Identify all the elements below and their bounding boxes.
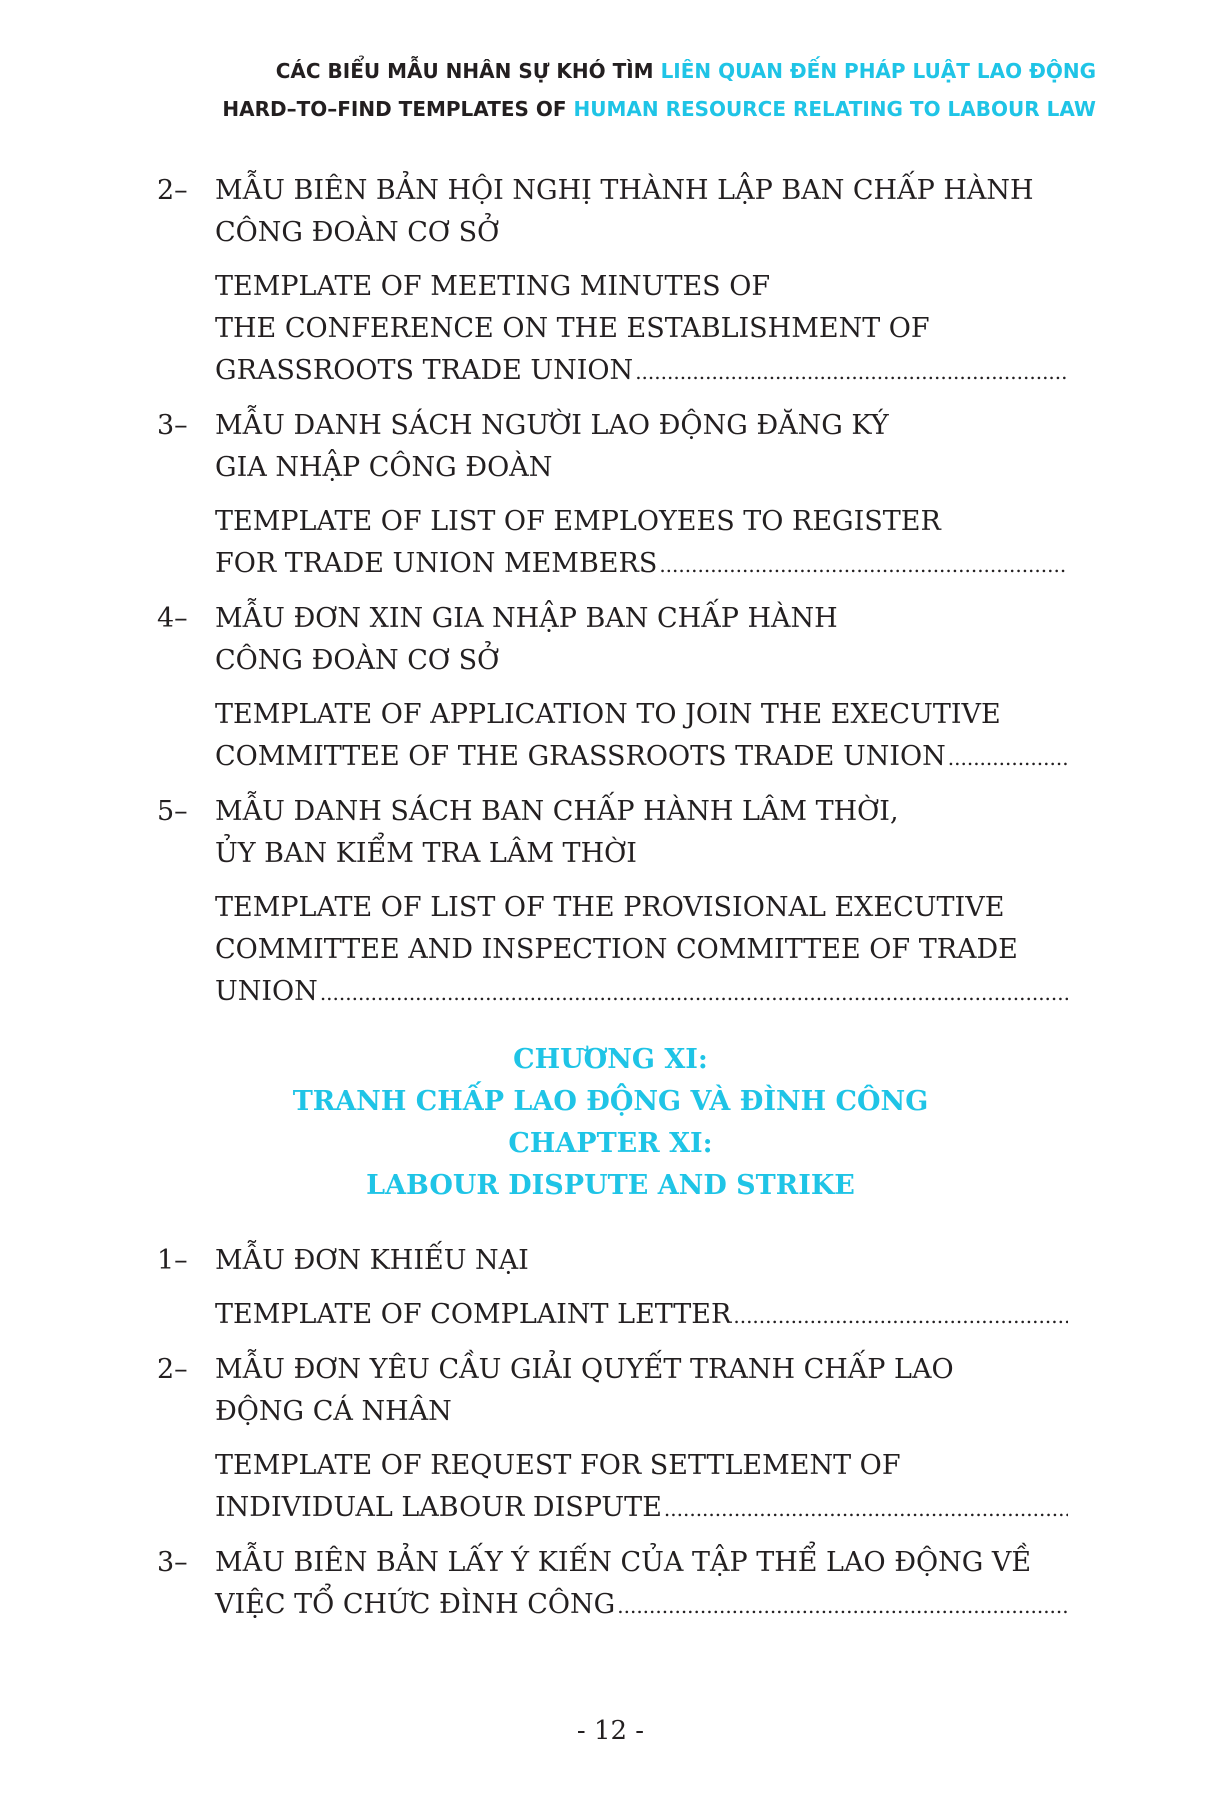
text-line: MẪU ĐƠN XIN GIA NHẬP BAN CHẤP HÀNH [215,603,838,634]
dot-leader-line [215,350,1068,393]
toc-entry-title-en [215,1294,1068,1337]
text-line: TEMPLATE OF LIST OF EMPLOYEES TO REGISTER [215,506,941,537]
running-header [222,52,1096,128]
text-line: MẪU BIÊN BẢN LẤY Ý KIẾN CỦA TẬP THỂ LAO ĐỘNG VỀ [215,1547,1032,1578]
text-line: COMMITTEE AND INSPECTION COMMITTEE OF TRADE [215,934,1018,965]
text-line: MẪU ĐƠN KHIẾU NẠI [215,1245,529,1276]
toc-entry-title-en [215,1445,1068,1530]
toc-entry[interactable] [157,170,1068,393]
running-header-line-2 [222,90,1096,128]
dot-leader [733,1294,1068,1337]
toc-entry[interactable] [157,791,1068,1014]
toc-entry-title-vn [215,170,1068,254]
toc-section-a [157,170,1068,1014]
dot-leader-line [215,1294,1068,1337]
text-line: TEMPLATE OF APPLICATION TO JOIN THE EXECUTIVE [215,699,1001,730]
text-line: COMMITTEE OF THE GRASSROOTS TRADE UNION [215,741,946,772]
toc-entry-title-en [215,266,1068,393]
text-line: ĐỘNG CÁ NHÂN [215,1396,452,1427]
text-line: TEMPLATE OF MEETING MINUTES OF [215,271,771,302]
dot-leader [659,543,1068,586]
header-subtitle-vn: LIÊN QUAN ĐẾN PHÁP LUẬT LAO ĐỘNG [660,59,1096,83]
toc-entry-number: 2– [157,1354,188,1385]
text-line: GIA NHẬP CÔNG ĐOÀN [215,452,553,483]
page-number: - 12 - [576,1716,645,1746]
running-header-line-1 [222,52,1096,90]
text-line: ỦY BAN KIỂM TRA LÂM THỜI [215,838,637,869]
dot-leader [948,736,1068,779]
text-line: MẪU DANH SÁCH NGƯỜI LAO ĐỘNG ĐĂNG KÝ [215,410,889,441]
header-subtitle-en: HUMAN RESOURCE RELATING TO LABOUR LAW [573,97,1096,121]
text-line: MẪU DANH SÁCH BAN CHẤP HÀNH LÂM THỜI, [215,796,899,827]
dot-leader [617,1584,1068,1627]
dot-leader-line [215,1487,1068,1530]
toc-entry-title-vn [215,598,1068,682]
toc-entry-number: 1– [157,1245,188,1276]
text-line: GRASSROOTS TRADE UNION [215,355,634,386]
chapter-label-en: CHAPTER XI: [508,1128,713,1159]
toc-entry-title-vn [215,1542,1068,1627]
dot-leader [635,350,1068,393]
chapter-title-vn: TRANH CHẤP LAO ĐỘNG VÀ ĐÌNH CÔNG [292,1086,929,1117]
toc-entry-title-vn [215,1240,1068,1282]
toc-entry-title-en [215,887,1068,1014]
toc-entry[interactable] [157,1349,1068,1530]
chapter-title-en: LABOUR DISPUTE AND STRIKE [366,1170,855,1201]
chapter-heading [0,1039,1221,1207]
dot-leader [664,1487,1068,1530]
toc-entry-number: 3– [157,410,188,441]
toc-entry-title-vn [215,405,1068,489]
text-line: CÔNG ĐOÀN CƠ SỞ [215,217,500,248]
toc-entry-number: 3– [157,1547,188,1578]
text-line: MẪU ĐƠN YÊU CẦU GIẢI QUYẾT TRANH CHẤP LAO [215,1354,954,1385]
dot-leader-line [215,736,1068,779]
chapter-label-vn: CHƯƠNG XI: [513,1044,708,1075]
text-line: THE CONFERENCE ON THE ESTABLISHMENT OF [215,313,930,344]
toc-entry-title-en [215,694,1068,779]
dot-leader [320,971,1068,1014]
text-line: MẪU BIÊN BẢN HỘI NGHỊ THÀNH LẬP BAN CHẤP HÀNH [215,175,1034,206]
text-line: TEMPLATE OF COMPLAINT LETTER [215,1299,732,1330]
toc-entry[interactable] [157,1542,1068,1627]
toc-section-b [157,1240,1068,1627]
text-line: UNION [215,976,318,1007]
toc-entry[interactable] [157,1240,1068,1337]
text-line: TEMPLATE OF LIST OF THE PROVISIONAL EXECUTIVE [215,892,1005,923]
toc-entry-number: 4– [157,603,188,634]
text-line: FOR TRADE UNION MEMBERS [215,548,658,579]
toc-entry-title-vn [215,791,1068,875]
text-line: VIỆC TỔ CHỨC ĐÌNH CÔNG [215,1589,616,1620]
text-line: INDIVIDUAL LABOUR DISPUTE [215,1492,662,1523]
toc-entry[interactable] [157,405,1068,586]
toc-entry-title-en [215,501,1068,586]
dot-leader-line [215,543,1068,586]
toc-entry-number: 5– [157,796,188,827]
header-title-vn: CÁC BIỂU MẪU NHÂN SỰ KHÓ TÌM [275,59,661,83]
toc-entry[interactable] [157,598,1068,779]
header-title-en: HARD–TO–FIND TEMPLATES OF [222,97,574,121]
text-line: TEMPLATE OF REQUEST FOR SETTLEMENT OF [215,1450,901,1481]
dot-leader-line [215,971,1068,1014]
toc-entry-title-vn [215,1349,1068,1433]
toc-entry-number: 2– [157,175,188,206]
dot-leader-line [215,1584,1068,1627]
text-line: CÔNG ĐOÀN CƠ SỞ [215,645,500,676]
